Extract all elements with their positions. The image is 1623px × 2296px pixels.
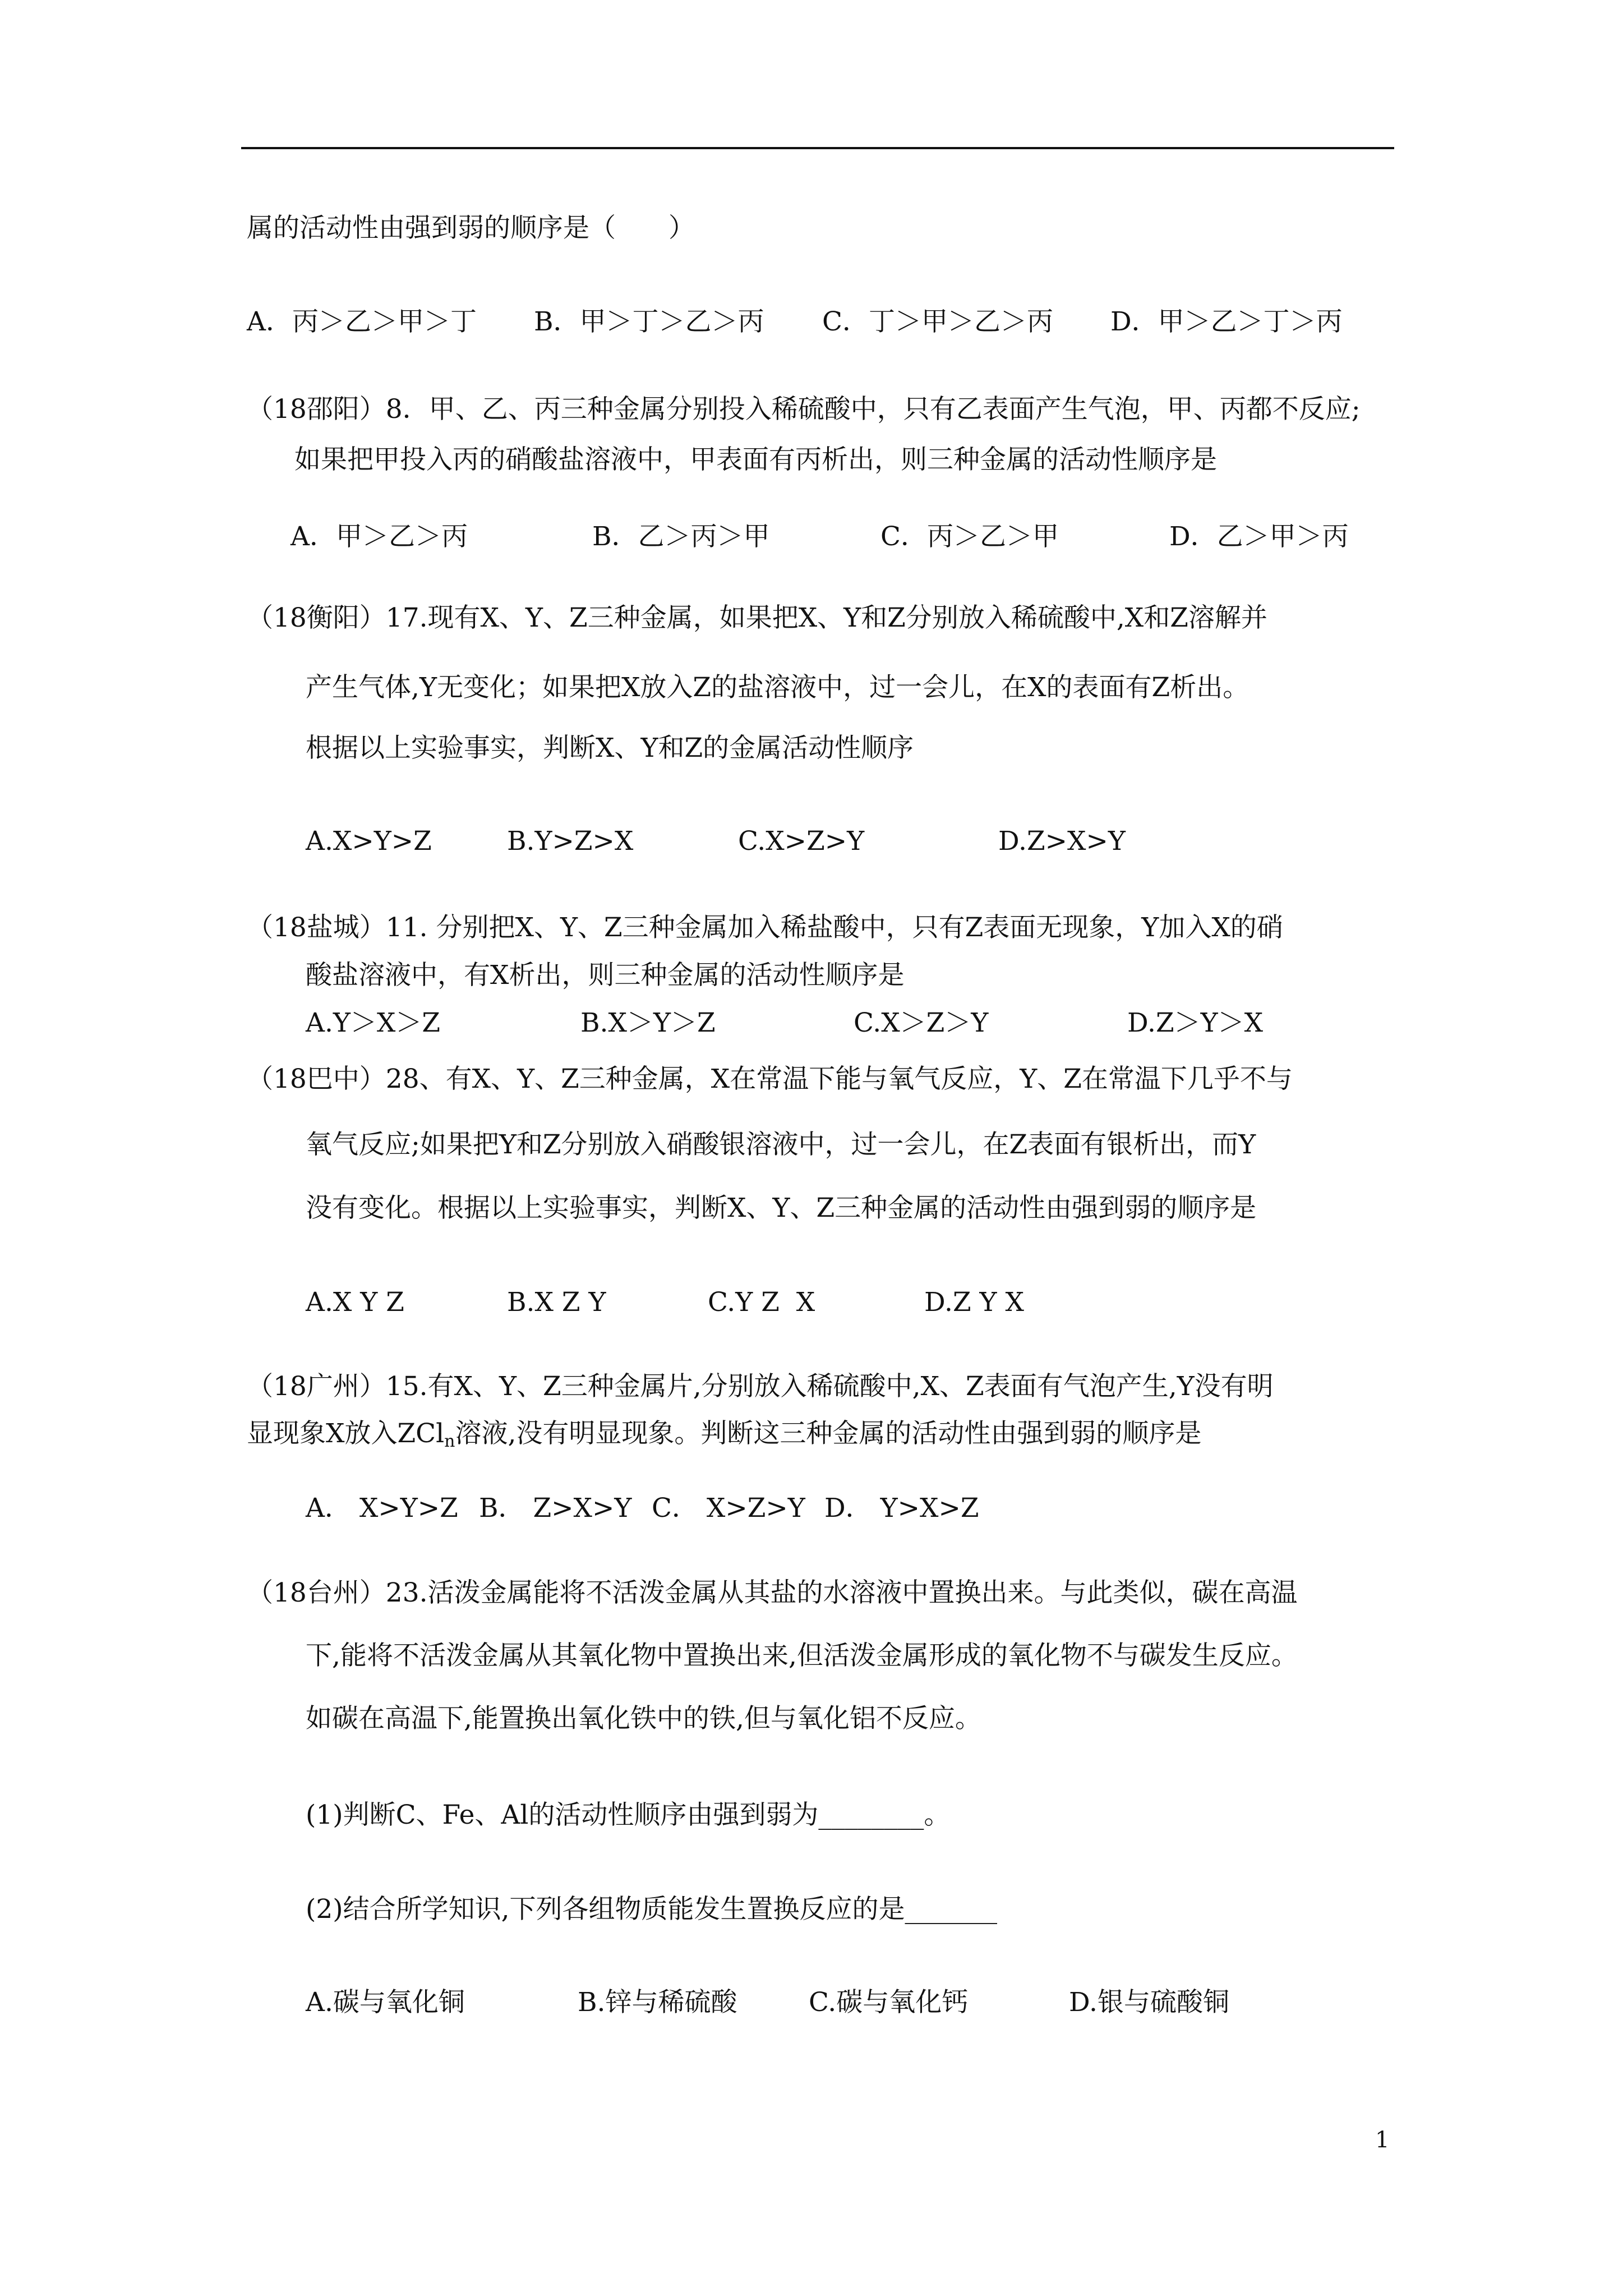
q0-option-c: C．丁＞甲＞乙＞丙 — [822, 306, 1053, 337]
q-taizhou-line2: 下,能将不活泼金属从其氧化物中置换出来,但活泼金属形成的氧化物不与碳发生反应。 — [306, 1640, 1298, 1671]
q-guangzhou-option-c: C． X>Z>Y — [652, 1493, 805, 1524]
q0-option-a: A．丙＞乙＞甲＞丁 — [247, 306, 477, 337]
q-hengyang-option-c: C.X>Z>Y — [738, 826, 865, 857]
q-guangzhou-option-a: A． X>Y>Z — [306, 1493, 458, 1524]
q-hengyang-option-a: A.X>Y>Z — [306, 826, 432, 857]
q-guangzhou-line2-pre: 显现象X放入ZCl — [247, 1418, 445, 1449]
q-taizhou-option-c: C.碳与氧化钙 — [809, 1987, 969, 2018]
q-bazhong-option-b: B.X Z Y — [507, 1287, 606, 1318]
q-taizhou-sub2: (2)结合所学知识,下列各组物质能发生置换反应的是_______ — [306, 1894, 998, 1925]
q-bazhong-line3: 没有变化。根据以上实验事实，判断X、Y、Z三种金属的活动性由强到弱的顺序是 — [306, 1193, 1257, 1223]
q-hengyang-option-d: D.Z>X>Y — [998, 826, 1126, 857]
q-taizhou-option-d: D.银与硫酸铜 — [1069, 1987, 1229, 2018]
q-shaoyang-option-d: D．乙＞甲＞丙 — [1169, 521, 1349, 552]
q0-option-b: B．甲＞丁＞乙＞丙 — [534, 306, 764, 337]
q-shaoyang-option-b: B．乙＞丙＞甲 — [592, 521, 770, 552]
q-guangzhou-option-b: B． Z>X>Y — [479, 1493, 632, 1524]
q-hengyang-line1: （18衡阳）17.现有X、Y、Z三种金属，如果把X、Y和Z分别放入稀硫酸中,X和Z溶解并 — [247, 602, 1267, 633]
q-taizhou-line3: 如碳在高温下,能置换出氧化铁中的铁,但与氧化铝不反应。 — [306, 1703, 981, 1734]
q-guangzhou-subscript-n: n — [444, 1432, 455, 1451]
page-number: 1 — [1375, 2127, 1390, 2153]
q-taizhou-option-b: B.锌与稀硫酸 — [578, 1987, 737, 2018]
q-yancheng-option-c: C.X＞Z＞Y — [854, 1007, 989, 1038]
q0-option-d: D．甲＞乙＞丁＞丙 — [1110, 306, 1343, 337]
q-taizhou-option-a: A.碳与氧化铜 — [306, 1987, 465, 2018]
header-rule — [241, 147, 1394, 149]
intro-line: 属的活动性由强到弱的顺序是（ ） — [247, 213, 695, 243]
q-bazhong-line1: （18巴中）28、有X、Y、Z三种金属，X在常温下能与氧气反应，Y、Z在常温下几乎不与 — [247, 1064, 1293, 1094]
q-guangzhou-option-d: D． Y>X>Z — [824, 1493, 979, 1524]
q-taizhou-sub1: (1)判断C、Fe、Al的活动性顺序由强到弱为________。 — [306, 1800, 951, 1830]
q-guangzhou-line1: （18广州）15.有X、Y、Z三种金属片,分别放入稀硫酸中,X、Z表面有气泡产生,Y没有明 — [247, 1371, 1274, 1402]
q-shaoyang-line2: 如果把甲投入丙的硝酸盐溶液中，甲表面有丙析出，则三种金属的活动性顺序是 — [294, 444, 1217, 475]
q-guangzhou-line2 — [247, 1420, 1201, 1450]
q-yancheng-option-a: A.Y＞X＞Z — [306, 1007, 441, 1038]
q-hengyang-line2: 产生气体,Y无变化；如果把X放入Z的盐溶液中，过一会儿，在X的表面有Z析出。 — [306, 672, 1249, 703]
q-guangzhou-line2-post: 溶液,没有明显现象。判断这三种金属的活动性由强到弱的顺序是 — [455, 1418, 1202, 1449]
q-taizhou-line1: （18台州）23.活泼金属能将不活泼金属从其盐的水溶液中置换出来。与此类似，碳在高温 — [247, 1577, 1298, 1608]
q-yancheng-line1: （18盐城）11. 分别把X、Y、Z三种金属加入稀盐酸中，只有Z表面无现象，Y加入X的硝 — [247, 912, 1283, 943]
q-shaoyang-option-c: C．丙＞乙＞甲 — [880, 521, 1059, 552]
q-bazhong-option-a: A.X Y Z — [306, 1287, 404, 1318]
q-yancheng-line2: 酸盐溶液中，有X析出，则三种金属的活动性顺序是 — [306, 960, 905, 991]
q-bazhong-option-d: D.Z Y X — [924, 1287, 1024, 1318]
q-yancheng-option-b: B.X＞Y＞Z — [580, 1007, 716, 1038]
q-hengyang-option-b: B.Y>Z>X — [507, 826, 634, 857]
q-bazhong-line2: 氧气反应;如果把Y和Z分别放入硝酸银溶液中，过一会儿，在Z表面有银析出，而Y — [306, 1129, 1256, 1160]
q-shaoyang-option-a: A．甲＞乙＞丙 — [291, 521, 468, 552]
q-hengyang-line3: 根据以上实验事实，判断X、Y和Z的金属活动性顺序 — [306, 733, 914, 763]
q-bazhong-option-c: C.Y Z X — [708, 1287, 815, 1318]
q-yancheng-option-d: D.Z＞Y＞X — [1127, 1007, 1264, 1038]
q-shaoyang-line1: （18邵阳）8．甲、乙、丙三种金属分别投入稀硫酸中，只有乙表面产生气泡，甲、丙都不反应; — [247, 394, 1361, 425]
